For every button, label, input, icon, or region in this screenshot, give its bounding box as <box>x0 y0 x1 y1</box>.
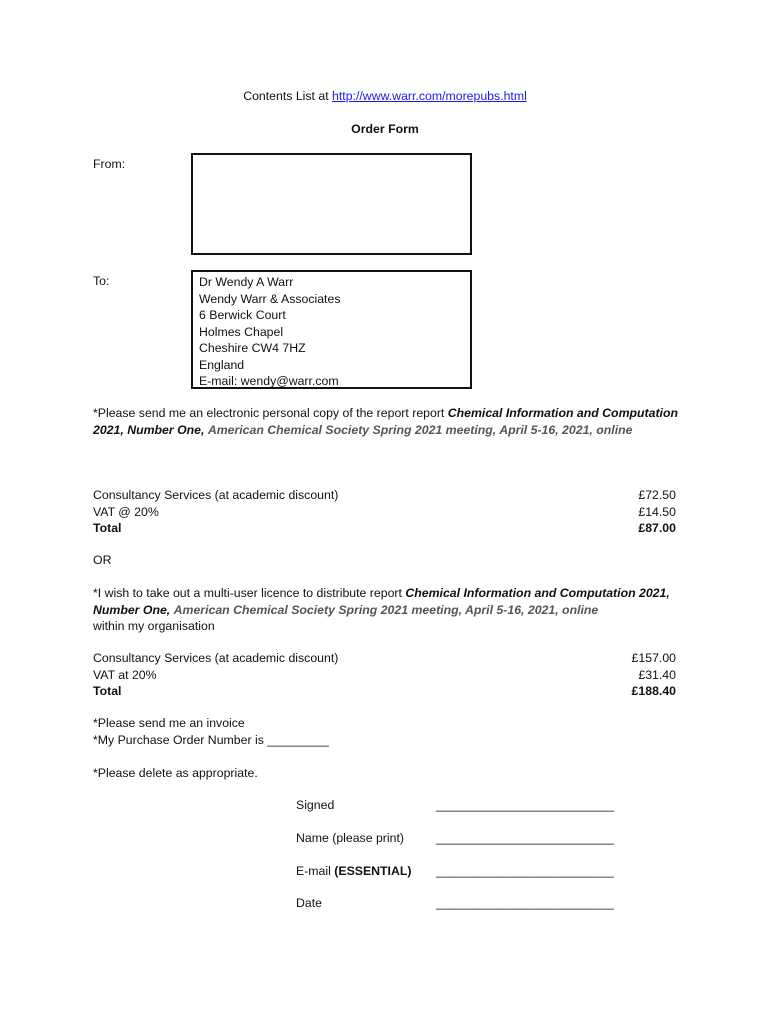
address-line: Dr Wendy A Warr <box>199 275 294 289</box>
signed-field[interactable]: __________________________ <box>436 798 614 812</box>
page-title: Order Form <box>351 122 419 136</box>
option1-meeting: American Chemical Society Spring 2021 meeting, April 5-16, 2021, online <box>207 422 633 437</box>
price-label: Consultancy Services (at academic discount) <box>93 651 339 665</box>
morepubs-link[interactable]: http://www.warr.com/morepubs.html <box>332 89 527 103</box>
option2-text: *I wish to take out a multi-user licence to distribute report <box>93 586 406 600</box>
option1-report-title: Chemical Information and Computation 2021, Number One, <box>93 406 678 437</box>
signed-label: Signed <box>296 798 335 812</box>
vat-amount: £14.50 <box>638 505 676 519</box>
vat-amount: £31.40 <box>638 668 676 682</box>
delete-note: *Please delete as appropriate. <box>93 766 258 780</box>
email-label <box>296 863 411 880</box>
price-amount: £157.00 <box>631 651 676 665</box>
total-label: Total <box>93 521 122 535</box>
option2-meeting: American Chemical Society Spring 2021 meeting, April 5-16, 2021, online <box>173 602 599 617</box>
vat-label: VAT @ 20% <box>93 505 159 519</box>
address-line: England <box>199 357 245 372</box>
to-address-box <box>191 270 472 389</box>
total-amount: £87.00 <box>638 521 676 535</box>
date-field[interactable]: __________________________ <box>436 896 614 910</box>
contents-line <box>0 88 770 105</box>
address-line: Holmes Chapel <box>199 324 284 339</box>
option2-report-title: Chemical Information and Computation 2021, Number One, <box>93 586 670 617</box>
email-field[interactable]: __________________________ <box>436 864 614 878</box>
name-label: Name (please print) <box>296 831 404 845</box>
from-label: From: <box>93 157 126 171</box>
option2-suffix: within my organisation <box>93 619 215 633</box>
to-label: To: <box>93 274 110 288</box>
name-field[interactable]: __________________________ <box>436 831 614 845</box>
address-line: Wendy Warr & Associates <box>199 291 341 306</box>
invoice-request: *Please send me an invoice <box>93 716 245 730</box>
address-email: E-mail: wendy@warr.com <box>199 374 339 388</box>
vat-label: VAT at 20% <box>93 668 157 682</box>
total-label: Total <box>93 684 122 698</box>
purchase-order-line[interactable]: *My Purchase Order Number is _________ <box>93 733 329 747</box>
date-label: Date <box>296 896 322 910</box>
option1-paragraph <box>93 405 683 438</box>
total-amount: £188.40 <box>631 684 676 698</box>
price-label: Consultancy Services (at academic discount) <box>93 488 339 502</box>
address-line: Cheshire CW4 7HZ <box>199 341 306 355</box>
price-amount: £72.50 <box>638 488 676 502</box>
option2-paragraph <box>93 585 683 635</box>
email-label-text: E-mail <box>296 864 335 878</box>
option1-text: *Please send me an electronic personal copy of the report report <box>93 406 448 420</box>
from-address-box[interactable] <box>191 153 472 255</box>
or-separator: OR <box>93 553 112 567</box>
address-line: 6 Berwick Court <box>199 308 286 322</box>
contents-prefix: Contents List at <box>243 89 333 103</box>
email-essential: (ESSENTIAL) <box>334 864 412 878</box>
